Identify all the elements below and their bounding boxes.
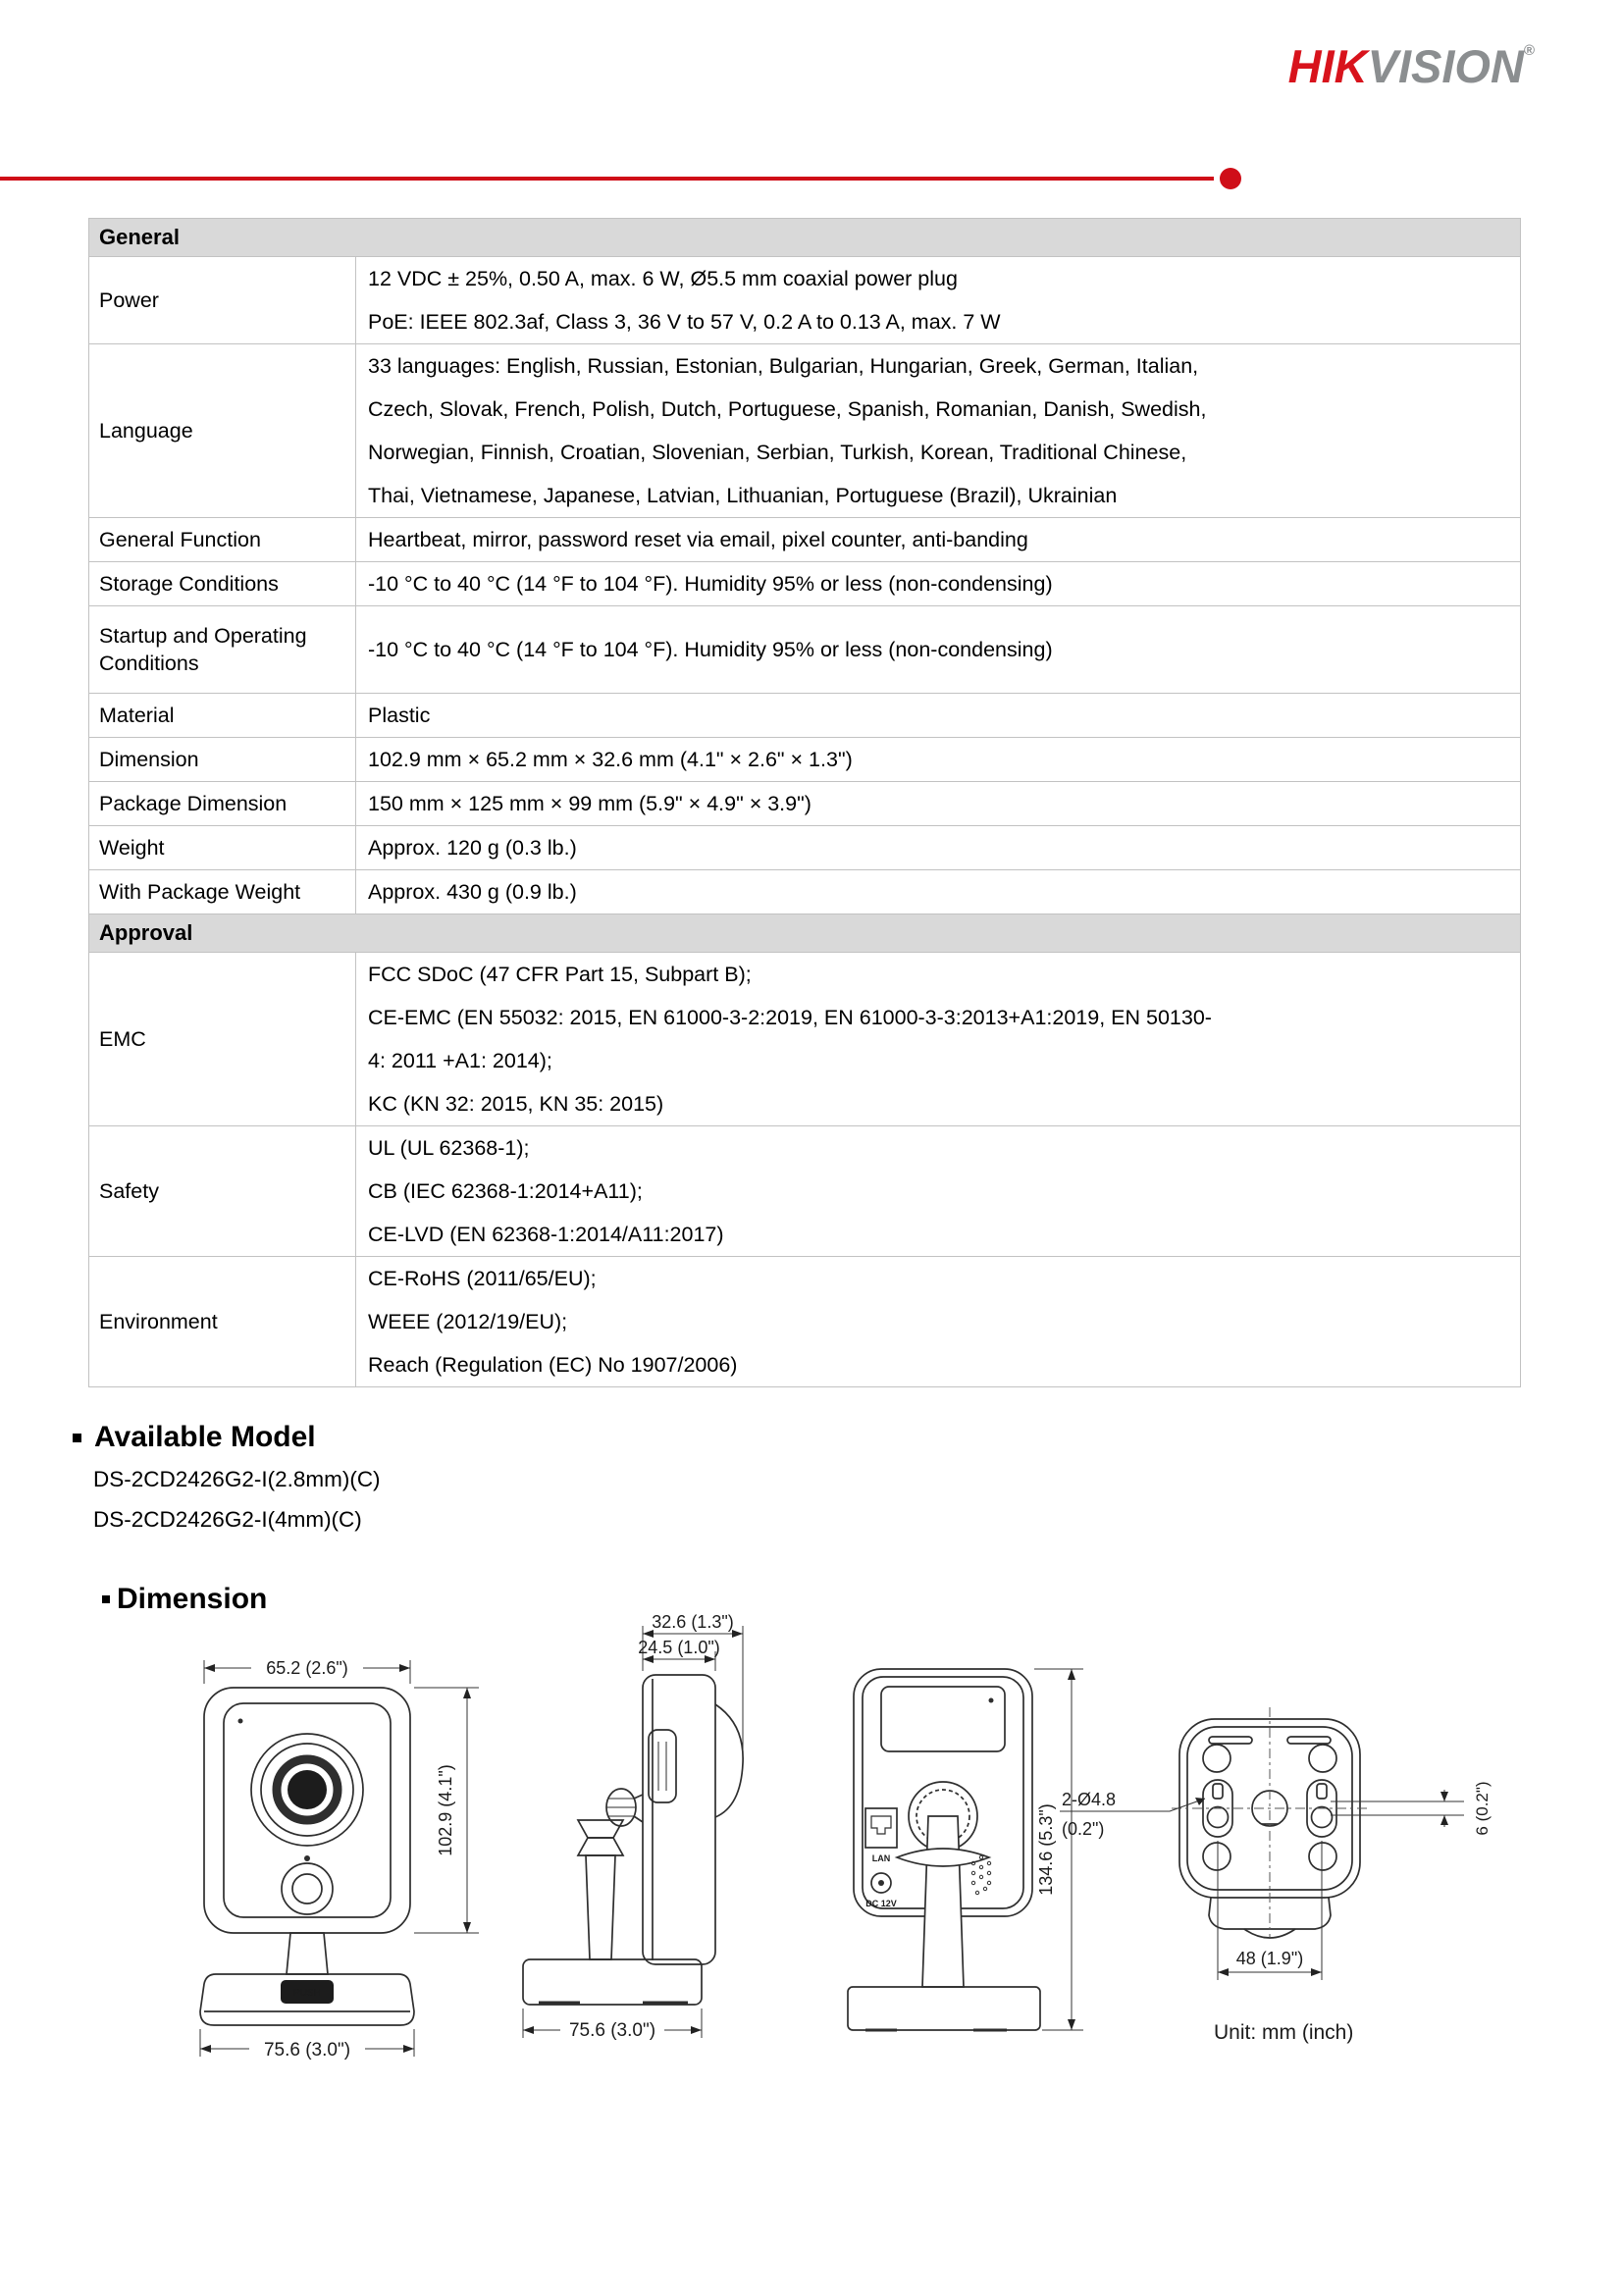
row-label: Safety bbox=[89, 1126, 356, 1257]
row-label: General Function bbox=[89, 518, 356, 562]
row-label: Startup and Operating Conditions bbox=[89, 606, 356, 694]
value-line: FCC SDoC (47 CFR Part 15, Subpart B); bbox=[368, 963, 752, 986]
model-list bbox=[93, 1459, 381, 1539]
value-line: Plastic bbox=[368, 704, 431, 727]
section-header-general bbox=[89, 219, 1521, 257]
speaker-holes bbox=[971, 1855, 990, 1894]
value-line: Norwegian, Finnish, Croatian, Slovenian, Serbian, Turkish, Korean, Traditional Chinese, bbox=[368, 441, 1187, 464]
row-label: Language bbox=[89, 344, 356, 518]
row-label: Environment bbox=[89, 1257, 356, 1387]
hole-spec-label: 2-Ø4.8 bbox=[1062, 1790, 1117, 1809]
row-value bbox=[356, 782, 1521, 826]
table-row bbox=[89, 953, 1521, 1126]
row-value bbox=[356, 953, 1521, 1126]
centerlines bbox=[1172, 1707, 1368, 1937]
registered-trademark-icon: ® bbox=[1523, 42, 1535, 59]
table-row bbox=[89, 257, 1521, 344]
table-row bbox=[89, 606, 1521, 694]
front-base-width-label: 75.6 (3.0") bbox=[263, 2040, 351, 2061]
side-depth-body-label: 24.5 (1.0") bbox=[638, 1638, 720, 1657]
value-line: CE-EMC (EN 55032: 2015, EN 61000-3-2:2019, EN 61000-3-3:2013+A1:2019, EN 50130- bbox=[368, 1006, 1212, 1029]
row-value bbox=[356, 738, 1521, 782]
table-row bbox=[89, 1126, 1521, 1257]
status-led bbox=[238, 1719, 243, 1724]
lan-port bbox=[865, 1808, 897, 1848]
model-name: DS-2CD2426G2-I(2.8mm)(C) bbox=[93, 1467, 381, 1491]
row-value bbox=[356, 1126, 1521, 1257]
section-header-label: General bbox=[89, 219, 1521, 257]
value-line: -10 °C to 40 °C (14 °F to 104 °F). Humidity 95% or less (non-condensing) bbox=[368, 572, 1053, 596]
table-row bbox=[89, 826, 1521, 870]
spec-table bbox=[88, 218, 1521, 1387]
value-line: Reach (Regulation (EC) No 1907/2006) bbox=[368, 1353, 738, 1377]
header-rule-dot bbox=[1220, 168, 1241, 189]
row-value bbox=[356, 562, 1521, 606]
row-value bbox=[356, 1257, 1521, 1387]
model-name: DS-2CD2426G2-I(4mm)(C) bbox=[93, 1507, 362, 1532]
value-line: Approx. 120 g (0.3 lb.) bbox=[368, 836, 577, 860]
value-line: CE-RoHS (2011/65/EU); bbox=[368, 1267, 597, 1290]
available-model-title: Available Model bbox=[94, 1421, 316, 1453]
rear-height-label: 134.6 (5.3") bbox=[1036, 1803, 1056, 1896]
hole-spec-inch-label: (0.2") bbox=[1062, 1819, 1105, 1839]
side-dimension-lines bbox=[523, 1626, 743, 2038]
hole-distance-label: 48 (1.9") bbox=[1235, 1949, 1304, 1968]
row-label: Material bbox=[89, 694, 356, 738]
table-row bbox=[89, 738, 1521, 782]
value-line: 33 languages: English, Russian, Estonian, Bulgarian, Hungarian, Greek, German, Italian, bbox=[368, 354, 1199, 378]
camera-side-outline bbox=[523, 1675, 743, 2005]
row-label: Storage Conditions bbox=[89, 562, 356, 606]
value-line: 102.9 mm × 65.2 mm × 32.6 mm (4.1" × 2.6" × 1.3") bbox=[368, 748, 853, 771]
table-row bbox=[89, 870, 1521, 914]
section-header-label: Approval bbox=[89, 914, 1521, 953]
side-view-drawing bbox=[496, 1614, 790, 2080]
table-row bbox=[89, 344, 1521, 518]
value-line: Approx. 430 g (0.9 lb.) bbox=[368, 880, 577, 904]
value-line: Czech, Slovak, French, Polish, Dutch, Portuguese, Spanish, Romanian, Danish, Swedish, bbox=[368, 397, 1207, 421]
value-line: Heartbeat, mirror, password reset via email, pixel counter, anti-banding bbox=[368, 528, 1028, 551]
value-line: Thai, Vietnamese, Japanese, Latvian, Lithuanian, Portuguese (Brazil), Ukrainian bbox=[368, 484, 1118, 507]
table-row bbox=[89, 694, 1521, 738]
lan-port-label: LAN bbox=[871, 1853, 891, 1863]
logo-vision: VISION bbox=[1367, 40, 1524, 92]
header-rule bbox=[0, 177, 1214, 181]
row-label: Weight bbox=[89, 826, 356, 870]
available-model-heading bbox=[73, 1421, 316, 1454]
row-label: EMC bbox=[89, 953, 356, 1126]
microphone-hole bbox=[304, 1855, 310, 1861]
row-value bbox=[356, 606, 1521, 694]
corner-hole bbox=[1203, 1843, 1230, 1870]
value-line: CE-LVD (EN 62368-1:2014/A11:2017) bbox=[368, 1223, 724, 1246]
value-line: 4: 2011 +A1: 2014); bbox=[368, 1049, 552, 1072]
camera-front-outline bbox=[200, 1688, 414, 2025]
push-button-label: PUSH bbox=[293, 1988, 321, 1999]
value-line: KC (KN 32: 2015, KN 35: 2015) bbox=[368, 1092, 664, 1116]
lens bbox=[288, 1770, 327, 1809]
rear-panel bbox=[881, 1687, 1005, 1751]
row-value bbox=[356, 518, 1521, 562]
section-header-approval bbox=[89, 914, 1521, 953]
dc-jack-label: DC 12V bbox=[865, 1899, 897, 1908]
corner-hole bbox=[1309, 1843, 1336, 1870]
logo-hik: HIK bbox=[1287, 40, 1368, 92]
front-width-label: 65.2 (2.6") bbox=[266, 1658, 348, 1678]
front-view-drawing bbox=[147, 1650, 540, 2074]
row-label: Dimension bbox=[89, 738, 356, 782]
stand-neck bbox=[287, 1933, 328, 1974]
camera-rear-outline bbox=[848, 1669, 1040, 2030]
unit-note: Unit: mm (inch) bbox=[1214, 2021, 1354, 2044]
corner-hole bbox=[1203, 1745, 1230, 1772]
dimension-title: Dimension bbox=[117, 1583, 268, 1615]
side-base-depth-label: 75.6 (3.0") bbox=[568, 2020, 656, 2041]
row-value bbox=[356, 870, 1521, 914]
bullet-square-icon bbox=[73, 1434, 81, 1442]
base bbox=[848, 1987, 1040, 2030]
value-line: CB (IEC 62368-1:2014+A11); bbox=[368, 1179, 643, 1203]
value-line: UL (UL 62368-1); bbox=[368, 1136, 530, 1160]
row-value bbox=[356, 257, 1521, 344]
stand-column bbox=[922, 1816, 964, 1987]
table-row bbox=[89, 1257, 1521, 1387]
side-dimension-arrows bbox=[523, 1630, 743, 2034]
stand-column bbox=[586, 1855, 615, 1959]
bullet-square-icon bbox=[102, 1595, 110, 1603]
value-line: 12 VDC ± 25%, 0.50 A, max. 6 W, Ø5.5 mm coaxial power plug bbox=[368, 267, 958, 290]
pir-sensor bbox=[282, 1863, 333, 1914]
row-value bbox=[356, 826, 1521, 870]
row-label: Package Dimension bbox=[89, 782, 356, 826]
value-line: -10 °C to 40 °C (14 °F to 104 °F). Humidity 95% or less (non-condensing) bbox=[368, 638, 1053, 661]
front-height-label: 102.9 (4.1") bbox=[436, 1764, 455, 1856]
dimension-heading bbox=[102, 1583, 267, 1616]
base bbox=[523, 1959, 702, 2005]
lens-bump bbox=[715, 1704, 743, 1817]
table-row bbox=[89, 782, 1521, 826]
corner-hole bbox=[1309, 1745, 1336, 1772]
stand-hinge bbox=[578, 1820, 623, 1838]
value-line: 150 mm × 125 mm × 99 mm (5.9" × 4.9" × 3.9") bbox=[368, 792, 812, 815]
table-row bbox=[89, 518, 1521, 562]
slot-width-label: 6 (0.2") bbox=[1473, 1781, 1492, 1836]
row-label: Power bbox=[89, 257, 356, 344]
value-line: WEEE (2012/19/EU); bbox=[368, 1310, 568, 1333]
row-label: With Package Weight bbox=[89, 870, 356, 914]
table-row bbox=[89, 562, 1521, 606]
bottom-view-drawing bbox=[1052, 1707, 1523, 2031]
side-depth-total-label: 32.6 (1.3") bbox=[652, 1614, 734, 1632]
hikvision-logo bbox=[1288, 39, 1535, 93]
row-value bbox=[356, 344, 1521, 518]
row-value bbox=[356, 694, 1521, 738]
value-line: PoE: IEEE 802.3af, Class 3, 36 V to 57 V, 0.2 A to 0.13 A, max. 7 W bbox=[368, 310, 1001, 334]
